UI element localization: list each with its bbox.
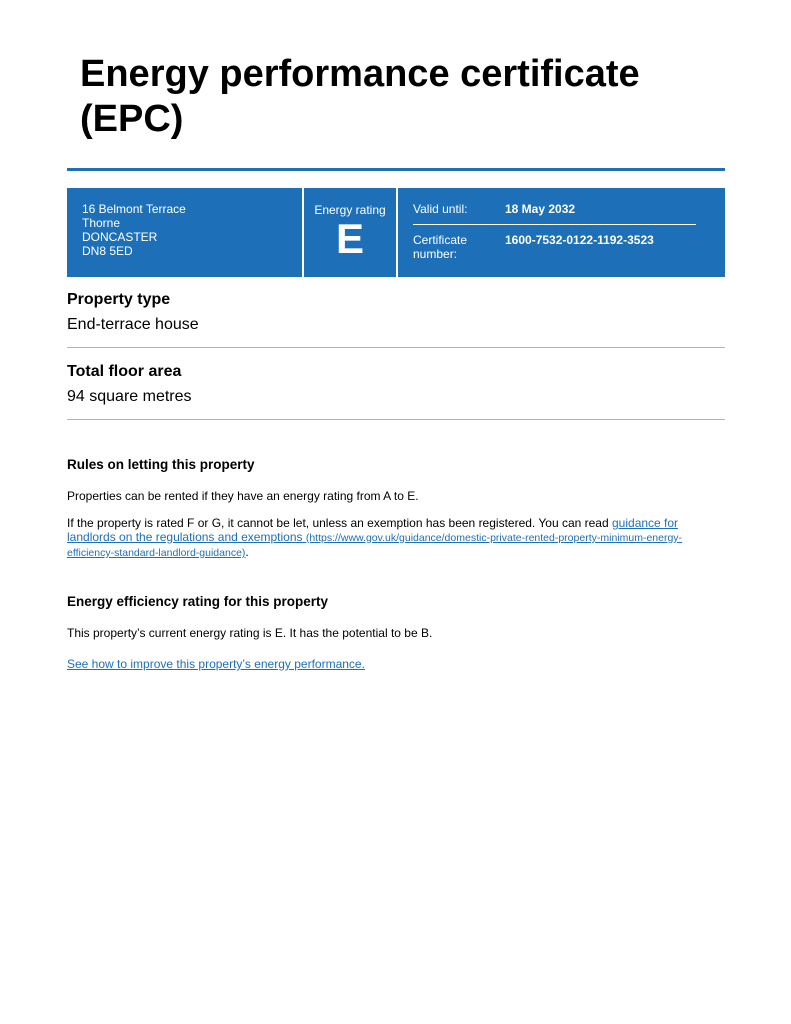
section-divider	[67, 347, 725, 348]
landlord-guidance-url: (https://www.gov.uk/guidance/domestic-private-rented-property-minimum-energy-efficiency-standard-landlord-guidance)	[67, 532, 683, 559]
energy-efficiency-heading: Energy efficiency rating for this property	[67, 594, 329, 609]
address-line: DN8 5ED	[82, 244, 133, 258]
energy-rating-label: Energy rating	[314, 203, 386, 217]
page-title: Energy performance certificate (EPC)	[80, 53, 640, 140]
energy-rating-box	[304, 188, 396, 277]
address-line: DONCASTER	[82, 230, 158, 244]
energy-rating-letter: E	[335, 215, 364, 262]
improve-performance-row	[67, 657, 727, 671]
improve-performance-link[interactable]: See how to improve this property’s energy performance.	[67, 657, 365, 671]
certificate-number-value: 1600-7532-0122-1192-3523	[505, 233, 654, 247]
property-type-heading: Property type	[67, 291, 171, 308]
address-line: 16 Belmont Terrace	[82, 202, 186, 216]
valid-until-value: 18 May 2032	[505, 202, 576, 216]
property-address	[67, 188, 302, 277]
certificate-number-label: Certificate number:	[413, 233, 468, 261]
letting-rules-heading: Rules on letting this property	[67, 457, 255, 472]
details-divider	[413, 224, 696, 225]
certificate-summary-panel	[67, 188, 725, 277]
certificate-number-row	[413, 233, 696, 261]
floor-area-section	[67, 362, 725, 407]
letting-rules-paragraph: Properties can be rented if they have an energy rating from A to E.	[67, 489, 419, 503]
landlord-guidance-link-text: guidance for landlords on the regulations and exemptions	[67, 516, 679, 544]
valid-until-label: Valid until:	[413, 202, 468, 216]
property-type-value: End-terrace house	[67, 316, 199, 333]
address-line: Thorne	[82, 216, 121, 230]
floor-area-heading: Total floor area	[67, 363, 182, 380]
letting-exemption-end: .	[245, 545, 249, 559]
certificate-details	[398, 188, 725, 277]
letting-exemption-text: If the property is rated F or G, it cannot be let, unless an exemption has been registered. You can read	[67, 516, 612, 530]
letting-exemption-paragraph	[67, 516, 727, 560]
energy-efficiency-paragraph: This property’s current energy rating is E. It has the potential to be B.	[67, 626, 433, 640]
floor-area-value: 94 square metres	[67, 388, 192, 405]
title-divider	[67, 168, 725, 171]
section-divider	[67, 419, 725, 420]
property-type-section	[67, 290, 725, 335]
valid-until-row	[413, 202, 696, 216]
